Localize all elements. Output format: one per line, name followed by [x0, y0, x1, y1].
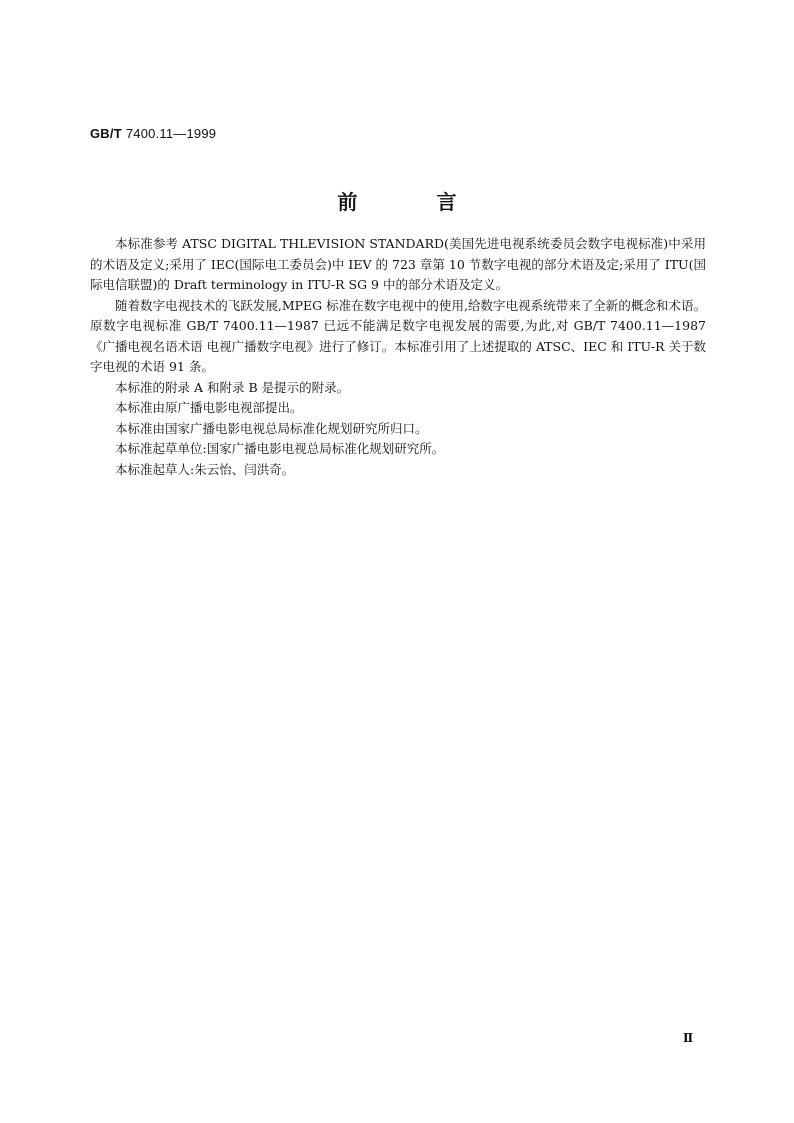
paragraph-drafters: 本标准起草人:朱云怡、闫洪奇。	[115, 461, 295, 477]
standard-code-prefix: GB/T	[90, 126, 122, 141]
page-title: 前 言	[337, 190, 493, 214]
standard-code-number: 7400.11—1999	[125, 126, 217, 141]
standard-code	[90, 126, 216, 141]
paragraph-appendix-note: 本标准的附录 A 和附录 B 是提示的附录。	[115, 379, 350, 395]
paragraph-administered-by: 本标准由国家广播电影电视总局标准化规划研究所归口。	[115, 420, 428, 436]
paragraph-drafting-unit: 本标准起草单位:国家广播电影电视总局标准化规划研究所。	[115, 441, 445, 456]
paragraph-revision-background: 随着数字电视技术的飞跃发展,MPEG 标准在数字电视中的使用,给数字电视系统带来了全新的概念和术语。原数字电视标准 GB/T 7400.11—1987 已远不能满足数字电视发展的需要,为此,对 GB/T 7400.11—1987《广播电视名语术语 电视广播数字电视》进行了修订。本标准引用了上述提取的 ATSC、IEC 和 ITU-R 关于数字电视的术语 91 条。	[90, 297, 706, 374]
paragraph-proposed-by: 本标准由原广播电影电视部提出。	[115, 400, 303, 415]
page-number: Ⅱ	[683, 1031, 694, 1045]
foreword-body	[90, 234, 706, 480]
paragraph-reference-standards: 本标准参考 ATSC DIGITAL THLEVISION STANDARD(美国先进电视系统委员会数字电视标准)中采用的术语及定义;采用了 IEC(国际电工委员会)中 IEV 的 723 章第 10 节数字电视的部分术语及定;采用了 ITU(国际电信联盟)的 Draft terminology in ITU-R SG 9 中的部分术语及定义。	[90, 236, 706, 292]
